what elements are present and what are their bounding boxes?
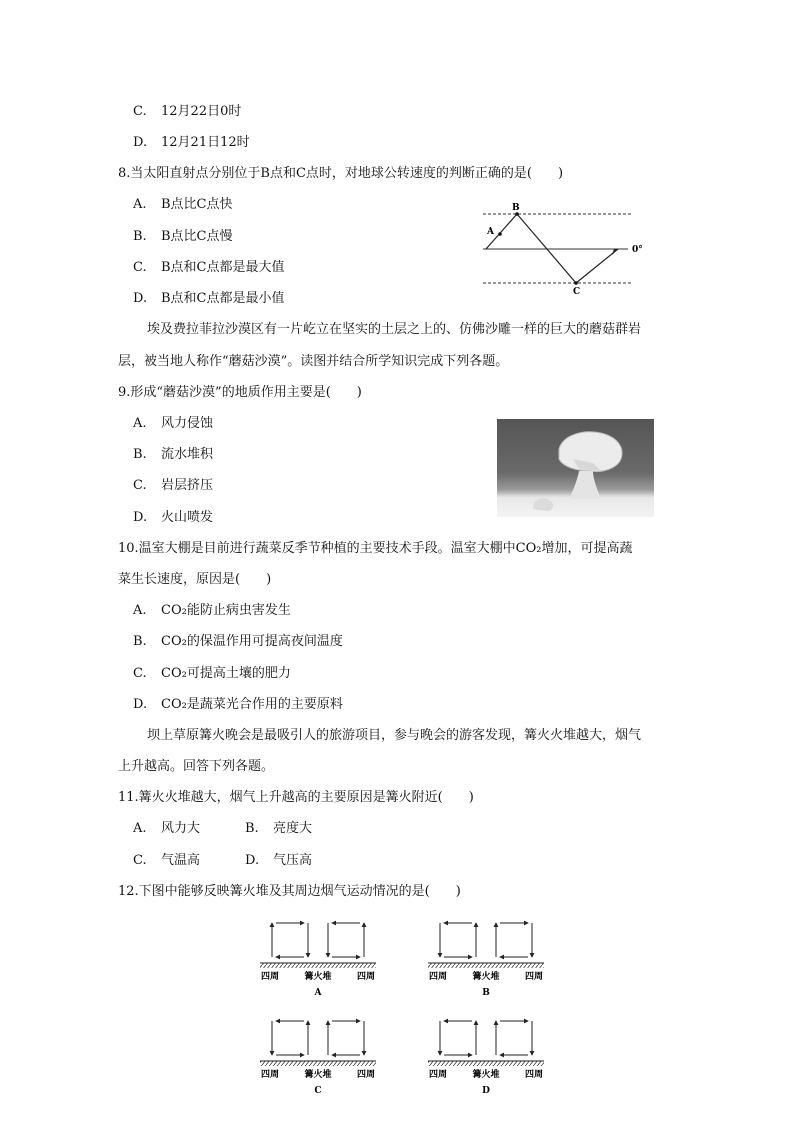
option-text: 气温高 xyxy=(161,853,201,868)
option-key: C. xyxy=(133,260,147,275)
option-key: B. xyxy=(133,447,147,462)
option-text: 亮度大 xyxy=(273,821,313,836)
mushroom-rock-photo xyxy=(497,419,654,517)
label-center: 篝火堆 xyxy=(304,972,332,982)
option-key: B. xyxy=(133,634,147,649)
label-right: 四周 xyxy=(356,1070,376,1080)
q10-option-b xyxy=(133,633,343,651)
label-b: B xyxy=(512,203,520,213)
label-equator: 0° xyxy=(632,245,643,255)
diagram-c xyxy=(260,1021,376,1096)
q8-option-d xyxy=(133,290,285,308)
q10-option-a xyxy=(133,602,291,620)
option-key: A. xyxy=(133,197,147,212)
option-key: C. xyxy=(133,853,147,868)
option-text: 火山喷发 xyxy=(161,510,214,525)
ground-hatch xyxy=(260,963,376,968)
q9-option-a xyxy=(133,415,213,433)
ground-hatch xyxy=(428,1061,544,1066)
label-right: 四周 xyxy=(524,1070,544,1080)
label-a: A xyxy=(487,227,494,237)
q9-option-b xyxy=(133,446,213,464)
diagram-letter: D xyxy=(482,1086,490,1096)
option-text: 12月22日0时 xyxy=(161,104,242,119)
q10-option-c xyxy=(133,665,291,683)
q10-stem-line1: 10.温室大棚是目前进行蔬菜反季节种植的主要技术手段。温室大棚中CO₂增加，可提高蔬 xyxy=(118,541,633,556)
label-center: 篝火堆 xyxy=(304,1070,332,1080)
option-key: A. xyxy=(133,416,147,431)
q9-stem: 9.形成“蘑菇沙漠”的地质作用主要是( ) xyxy=(118,385,362,400)
q8-option-c xyxy=(133,259,285,277)
option-key: A. xyxy=(133,603,147,618)
option-key: B. xyxy=(133,229,147,244)
option-key: A. xyxy=(133,821,147,836)
option-text: B点和C点都是最小值 xyxy=(161,291,285,306)
option-text: 12月21日12时 xyxy=(161,135,250,150)
option-text: 风力大 xyxy=(161,821,201,836)
passage2-line2: 上升越高。回答下列各题。 xyxy=(118,759,275,774)
label-c: C xyxy=(573,287,581,295)
label-left: 四周 xyxy=(428,1070,448,1080)
mushroom-rock-illustration xyxy=(497,419,654,517)
label-center: 篝火堆 xyxy=(472,1070,500,1080)
option-text: 气压高 xyxy=(273,853,313,868)
option-key: D. xyxy=(133,291,148,306)
diagram-b xyxy=(428,923,544,998)
q12-stem: 12.下图中能够反映篝火堆及其周边烟气运动情况的是( ) xyxy=(118,884,461,899)
q11-option-c xyxy=(133,852,200,870)
label-right: 四周 xyxy=(524,972,544,982)
passage1-line1: 埃及费拉菲拉沙漠区有一片屹立在坚实的土层之上的、仿佛沙雕一样的巨大的蘑菇群岩 xyxy=(147,322,642,337)
q10-option-d xyxy=(133,696,343,714)
diagram-d xyxy=(428,1021,544,1096)
option-text: 风力侵蚀 xyxy=(161,416,214,431)
label-left: 四周 xyxy=(260,1070,280,1080)
option-key: B. xyxy=(245,821,259,836)
option-text: B点和C点都是最大值 xyxy=(161,260,285,275)
option-key: D. xyxy=(133,510,148,525)
q8-option-a xyxy=(133,196,233,214)
option-key: C. xyxy=(133,666,147,681)
q8-stem: 8.当太阳直射点分别位于B点和C点时，对地球公转速度的判断正确的是( ) xyxy=(118,166,564,181)
q8-option-b xyxy=(133,228,233,246)
ground-hatch xyxy=(260,1061,376,1066)
q7-option-d xyxy=(133,134,250,152)
q11-option-a xyxy=(133,820,200,838)
option-text: CO₂能防止病虫害发生 xyxy=(161,603,291,618)
label-center: 篝火堆 xyxy=(472,972,500,982)
option-text: 岩层挤压 xyxy=(161,478,214,493)
option-text: CO₂是蔬菜光合作用的主要原料 xyxy=(161,697,343,712)
option-key: C. xyxy=(133,478,147,493)
diagram-letter: B xyxy=(482,988,490,998)
option-text: 流水堆积 xyxy=(161,447,214,462)
option-text: B点比C点快 xyxy=(161,197,233,212)
ground-hatch xyxy=(428,963,544,968)
path-arrow xyxy=(612,249,618,255)
q10-stem-line2: 菜生长速度，原因是( ) xyxy=(118,572,272,587)
sun-point-path-figure xyxy=(478,200,653,295)
diagram-a xyxy=(260,923,376,998)
option-text: CO₂可提高土壤的肥力 xyxy=(161,666,291,681)
point-a xyxy=(498,232,502,236)
q11-option-d xyxy=(245,852,312,870)
q11-stem: 11.篝火火堆越大，烟气上升越高的主要原因是篝火附近( ) xyxy=(118,790,474,805)
convection-diagrams xyxy=(250,905,560,1103)
q11-option-b xyxy=(245,820,312,838)
option-text: B点比C点慢 xyxy=(161,229,233,244)
passage1-line2: 层，被当地人称作“蘑菇沙漠”。读图并结合所学知识完成下列各题。 xyxy=(118,354,509,369)
label-right: 四周 xyxy=(356,972,376,982)
option-key: D. xyxy=(133,697,148,712)
passage2-line1: 坝上草原篝火晚会是最吸引人的旅游项目，参与晚会的游客发现，篝火火堆越大，烟气 xyxy=(147,728,642,743)
option-key: C. xyxy=(133,104,147,119)
label-left: 四周 xyxy=(428,972,448,982)
label-left: 四周 xyxy=(260,972,280,982)
point-c xyxy=(574,281,578,285)
option-key: D. xyxy=(133,135,148,150)
diagram-letter: C xyxy=(314,1086,322,1096)
option-key: D. xyxy=(245,853,260,868)
diagram-letter: A xyxy=(314,988,322,998)
q9-option-d xyxy=(133,509,213,527)
option-text: CO₂的保温作用可提高夜间温度 xyxy=(161,634,343,649)
q9-option-c xyxy=(133,477,213,495)
q7-option-c xyxy=(133,103,241,121)
